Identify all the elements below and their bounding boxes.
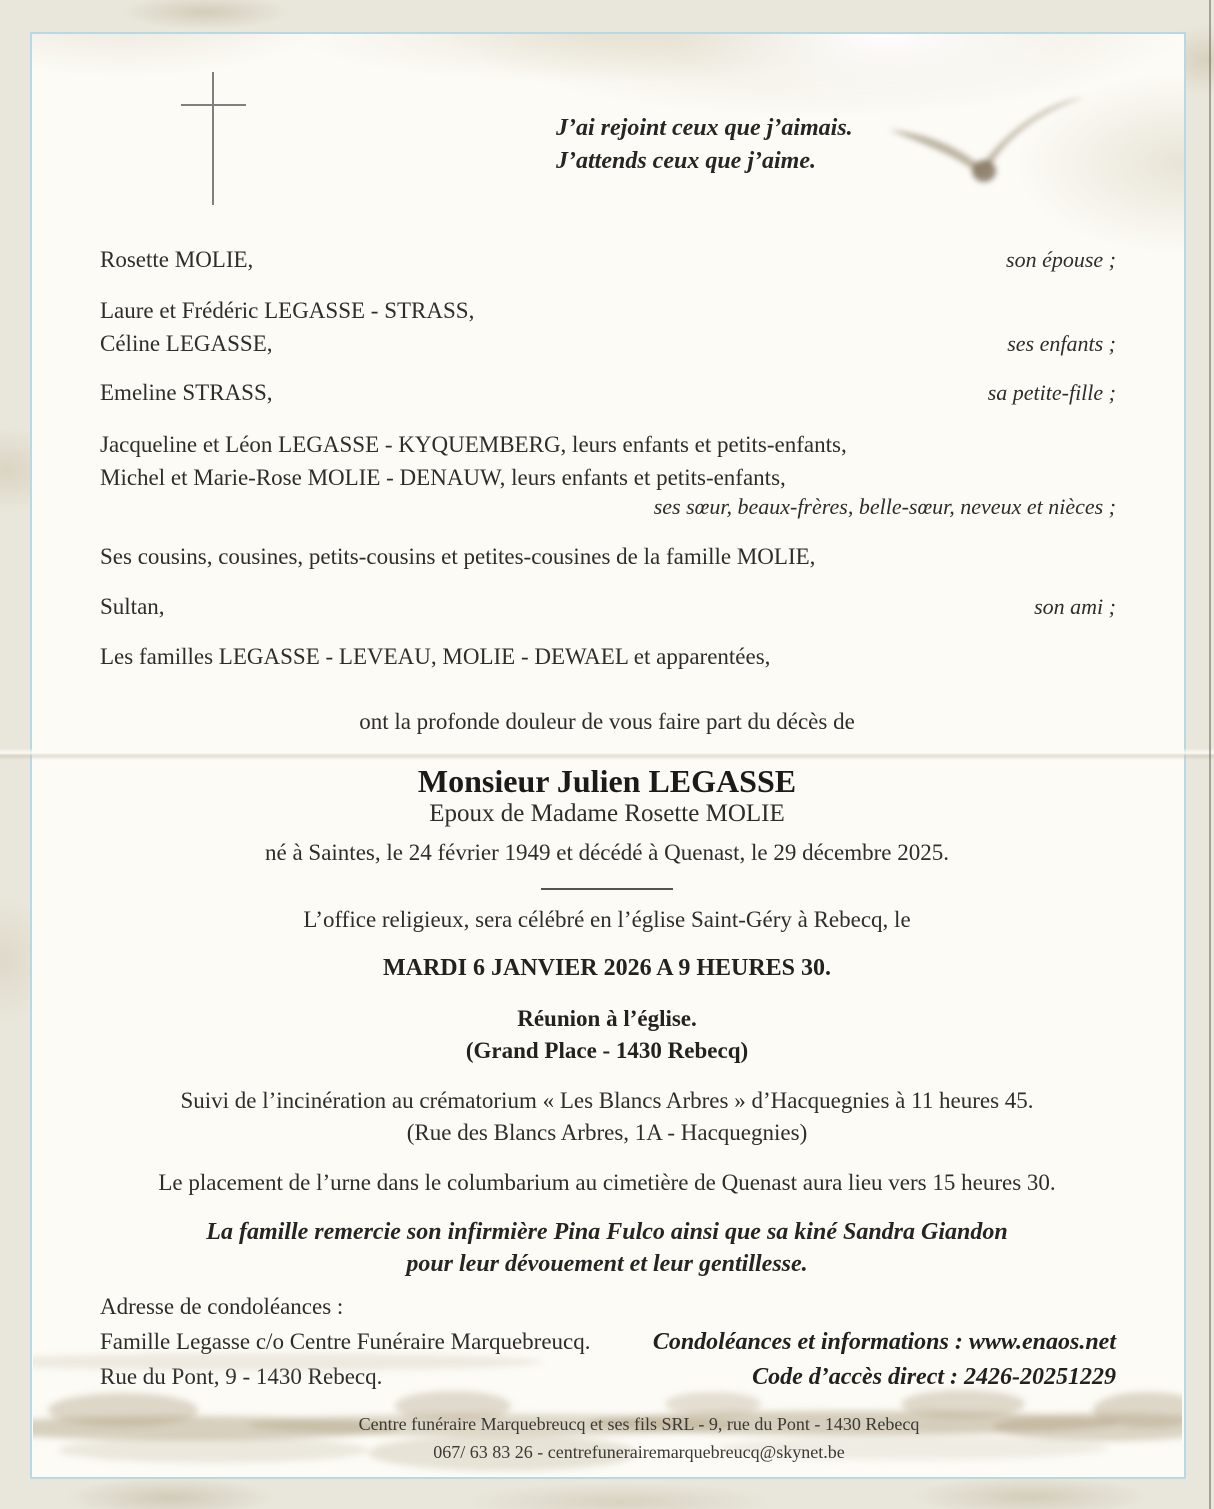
service-intro: L’office religieux, sera célébré en l’église Saint-Géry à Rebecq, le — [303, 907, 911, 932]
mourner-row — [100, 247, 1116, 273]
relation-label: son ami ; — [1034, 594, 1116, 619]
mourner-names: Jacqueline et Léon LEGASSE - KYQUEMBERG, leurs enfants et petits-enfants, — [100, 432, 847, 457]
deceased-life-dates: né à Saintes, le 24 février 1949 et décédé à Quenast, le 29 décembre 2025. — [265, 840, 949, 865]
condolence-address-line-1: Famille Legasse c/o Centre Funéraire Marquebreucq. — [100, 1329, 591, 1354]
thanks-line-1: La famille remercie son infirmière Pina Fulco ainsi que sa kiné Sandra Giandon — [206, 1219, 1008, 1245]
mourner-row — [100, 432, 1116, 458]
relation-label: ses sœur, beaux-frères, belle-sœur, neveux et nièces ; — [653, 494, 1116, 519]
epigraph-line-2: J’attends ceux que j’aime. — [556, 148, 816, 174]
mourner-row — [100, 494, 1116, 520]
funeral-home-info: Centre funéraire Marquebreucq et ses fils SRL - 9, rue du Pont - 1430 Rebecq — [358, 1414, 920, 1434]
dove-icon — [870, 85, 1100, 190]
scan-edge-shadow — [1209, 0, 1211, 1509]
cremation-address: (Rue des Blancs Arbres, 1A - Hacquegnies) — [406, 1120, 808, 1145]
condolence-address-line-2: Rue du Pont, 9 - 1430 Rebecq. — [100, 1364, 383, 1389]
mourner-row — [100, 331, 1116, 357]
urn-placement-line: Le placement de l’urne dans le columbarium au cimetière de Quenast aura lieu vers 15 heures 30. — [158, 1170, 1056, 1195]
announcement-line: ont la profonde douleur de vous faire part du décès de — [359, 709, 855, 734]
funeral-home-contact: 067/ 63 83 26 - centrefunerairemarquebreucq@skynet.be — [433, 1442, 845, 1462]
epigraph-line-1: J’ai rejoint ceux que j’aimais. — [556, 115, 853, 141]
mourner-row — [100, 594, 1116, 620]
epigraph — [556, 112, 853, 178]
mourner-names: Emeline STRASS, — [100, 380, 273, 405]
meeting-place: (Grand Place - 1430 Rebecq) — [465, 1038, 749, 1063]
mourner-row — [100, 298, 1116, 324]
mourner-names: Rosette MOLIE, — [100, 247, 254, 272]
mourner-names: Sultan, — [100, 594, 165, 619]
paper-fold-crease — [0, 748, 1214, 760]
mourner-names: Céline LEGASSE, — [100, 331, 273, 356]
deceased-name: Monsieur Julien LEGASSE — [417, 763, 797, 799]
meeting-line: Réunion à l’église. — [517, 1006, 697, 1031]
condolence-access-code: Code d’accès direct : 2426-20251229 — [752, 1364, 1116, 1390]
relation-label: son épouse ; — [1006, 247, 1116, 272]
deceased-relation: Epoux de Madame Rosette MOLIE — [429, 800, 785, 827]
condolence-address-heading: Adresse de condoléances : — [100, 1294, 344, 1319]
mourner-row — [100, 465, 1116, 491]
mourner-names: Ses cousins, cousines, petits-cousins et petites-cousines de la famille MOLIE, — [100, 544, 816, 569]
section-divider — [541, 888, 673, 890]
thanks-line-2: pour leur dévouement et leur gentillesse. — [406, 1251, 808, 1277]
mourner-names: Les familles LEGASSE - LEVEAU, MOLIE - DEWAEL et apparentées, — [100, 644, 771, 669]
cross-icon-vertical — [212, 72, 214, 205]
service-datetime: MARDI 6 JANVIER 2026 A 9 HEURES 30. — [382, 955, 832, 981]
cross-icon-horizontal — [181, 104, 246, 106]
mourner-row — [100, 544, 1116, 570]
mourner-names: Michel et Marie-Rose MOLIE - DENAUW, leurs enfants et petits-enfants, — [100, 465, 786, 490]
condolence-online-info: Condoléances et informations : www.enaos.net — [652, 1329, 1116, 1355]
mourner-names: Laure et Frédéric LEGASSE - STRASS, — [100, 298, 475, 323]
mourner-row — [100, 380, 1116, 406]
relation-label: ses enfants ; — [1007, 331, 1116, 356]
cremation-line: Suivi de l’incinération au crématorium « Les Blancs Arbres » d’Hacquegnies à 11 heures 45. — [180, 1088, 1034, 1113]
relation-label: sa petite-fille ; — [987, 380, 1116, 405]
mourner-row — [100, 644, 1116, 670]
